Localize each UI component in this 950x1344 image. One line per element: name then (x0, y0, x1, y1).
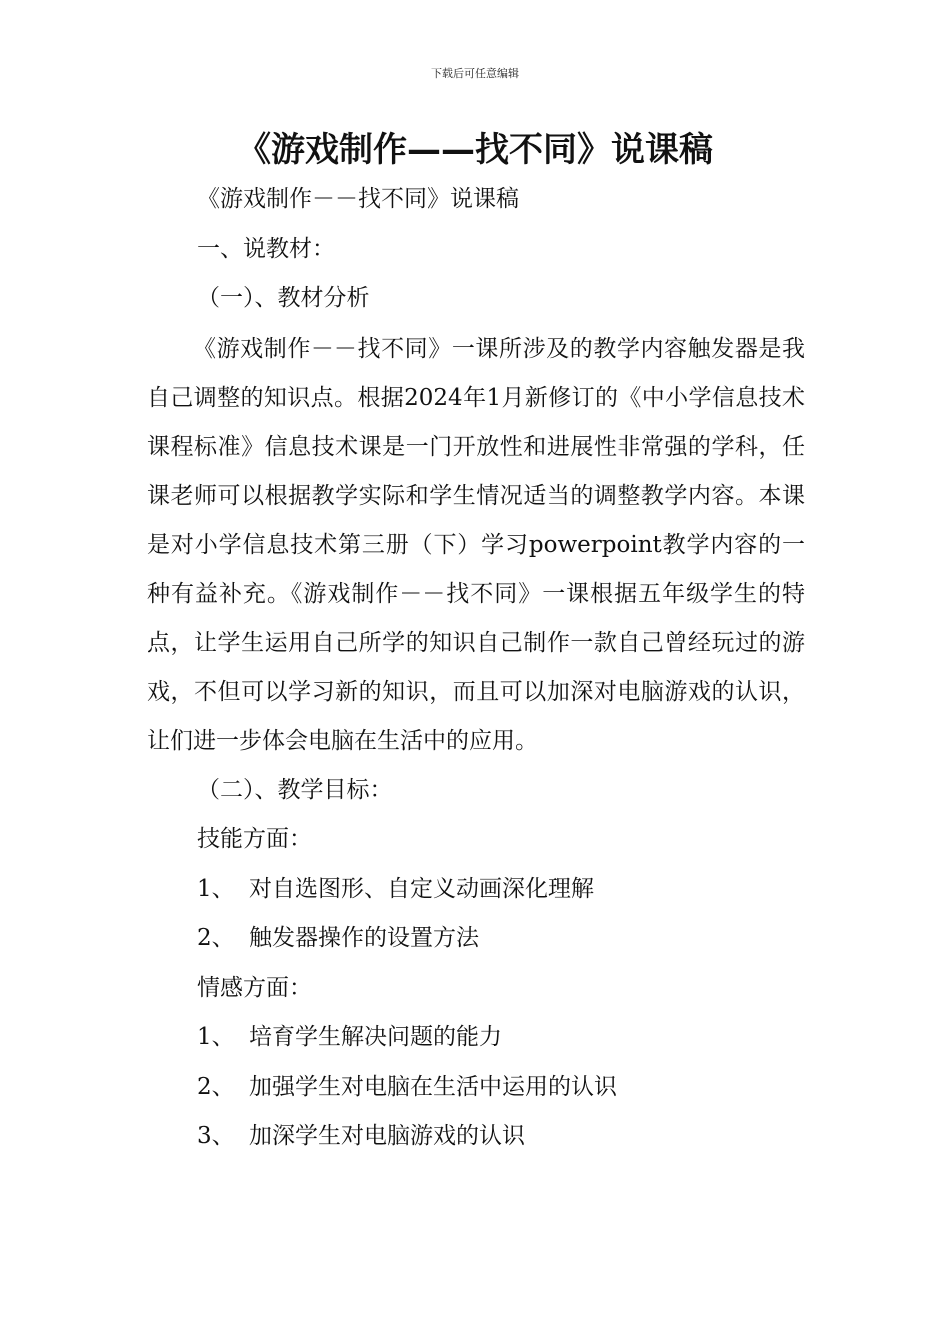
document-title: 《游戏制作——找不同》说课稿 (237, 130, 713, 170)
skills-list-item (147, 865, 805, 915)
list-text: 对自选图形、自定义动画深化理解 (249, 875, 594, 902)
list-number: 2、 (197, 1073, 235, 1100)
subtitle: 《游戏制作－－找不同》说课稿 (197, 186, 519, 212)
list-number: 1、 (197, 875, 235, 902)
section-heading-1: 一、说教材： (197, 235, 335, 262)
document-body (147, 175, 805, 1162)
emotion-list-item (147, 1112, 805, 1162)
emotion-list-item (147, 1063, 805, 1113)
list-text: 培育学生解决问题的能力 (249, 1024, 502, 1050)
skills-heading: 技能方面： (197, 826, 312, 852)
list-text: 加深学生对电脑游戏的认识 (249, 1123, 525, 1149)
list-number: 2、 (197, 925, 235, 951)
emotion-heading: 情感方面： (197, 974, 312, 1001)
header-note: 下载后可任意编辑 (431, 67, 519, 80)
material-analysis-paragraph: 《游戏制作－－找不同》一课所涉及的教学内容触发器是我自己调整的知识点。根据2024年1月新修订的《中小学信息技术课程标准》信息技术课是一门开放性和进展性非常强的学科，任课老师可以根据教学实际和学生情况适当的调整教学内容。本课是对小学信息技术第三册（下）学习powerpoint教学内容的一种有益补充。《游戏制作－－找不同》一课根据五年级学生的特点，让学生运用自己所学的知识自己制作一款自己曾经玩过的游戏，不但可以学习新的知识，而且可以加深对电脑游戏的认识，让们进一步体会电脑在生活中的应用。 (147, 335, 805, 754)
skills-list-item (147, 914, 805, 964)
emotion-list-item (147, 1013, 805, 1063)
subsection-heading-1: （一）、教材分析 (197, 285, 370, 311)
subsection-heading-2: （二）、教学目标： (197, 776, 393, 803)
list-text: 触发器操作的设置方法 (249, 925, 479, 951)
list-text: 加强学生对电脑在生活中运用的认识 (249, 1073, 617, 1100)
list-number: 3、 (197, 1123, 235, 1149)
list-number: 1、 (197, 1024, 235, 1050)
